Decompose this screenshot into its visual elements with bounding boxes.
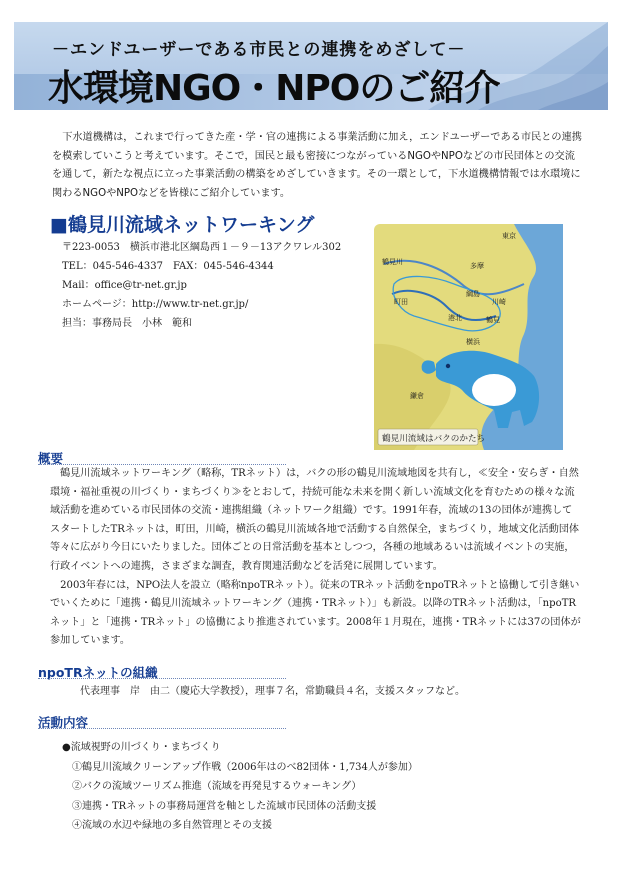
contact-person: 担当：事務局長 小林 範和	[62, 318, 192, 329]
label-kohoku: 港北	[448, 314, 462, 322]
overview-paragraph-2: 2003年春には，NPO法人を設立（略称npoTRネット）。従来のTRネット活動をnpoTRネットと協働して引き継いでいくために「連携・鶴見川流域ネットワーキング（連携・TRネット）」も新設。以降のTRネット活動は，「npoTRネット」と「連携・TRネット」の協働により推進されています。2008年１月現在，連携・TRネットには37の団体が参加しています。	[50, 579, 581, 647]
intro-text: 下水道機構は，これまで行ってきた産・学・官の連携による事業活動に加え，エンドユーザーである市民との連携を模索していこうと考えています。そこで，国民と最も密接につながっているNGOやNPOなどの市民団体との交流を通して，新たな視点に立った事業活動の構築をめざしていきます。その一環として，下水道機構情報では水環境に関わるNGOやNPOなどを皆様にご紹介しています。	[52, 132, 582, 199]
label-yokohama: 横浜	[466, 338, 480, 346]
label-tsurumi: 鶴見	[486, 316, 500, 324]
activity-item: ②バクの流域ツーリズム推進（流域を再発見するウォーキング）	[72, 781, 362, 792]
activities-heading: 活動内容	[38, 715, 89, 730]
npo-rule	[38, 678, 286, 679]
organization-name: ■鶴見川流域ネットワーキング	[50, 214, 315, 236]
contact-details	[62, 238, 362, 333]
email[interactable]: Mail：office@tr-net.gr.jp	[62, 280, 187, 291]
overview-body	[50, 465, 582, 651]
overview-heading: 概要	[38, 451, 64, 466]
activities-list	[62, 738, 418, 836]
activity-group-title: ●流域視野の川づくり・まちづくり	[62, 742, 221, 753]
watershed-map	[374, 224, 563, 450]
label-tsunashima: 綱島	[466, 290, 480, 298]
activities-rule	[38, 728, 286, 729]
npo-organization-text: 代表理事 岸 由二（慶応大学教授），理事７名，常勤職員４名，支援スタッフなど。	[80, 686, 465, 697]
header-banner	[14, 22, 608, 110]
label-tokyo: 東京	[502, 232, 516, 240]
label-machida: 町田	[394, 298, 408, 306]
page-title: 水環境NGO・NPOのご紹介	[48, 68, 500, 109]
label-tama: 多摩	[470, 262, 484, 270]
label-kamakura: 鎌倉	[410, 392, 424, 400]
map-caption: 鶴見川流域はバクのかたち	[382, 434, 486, 444]
activity-item: ①鶴見川流域クリーンアップ作戦（2006年はのべ82団体・1,734人が参加）	[72, 761, 418, 773]
address: 〒223-0053 横浜市港北区綱島西１－９－13アクワレル302	[62, 242, 342, 253]
label-kawasaki: 川崎	[492, 298, 506, 306]
overview-paragraph-1: 鶴見川流域ネットワーキング（略称，TRネット）は，バクの形の鶴見川流域地図を共有し，≪安全・安らぎ・自然環境・福祉重視の川づくり・まちづくり≫をとおして，持続可能な未来を開く新しい流域文化を育むための様々な流域活動を進めている市民団体の交流・連携組織（ネットワーク組織）です。1991年春，流域の13の団体が連携してスタートしたTRネットは，町田，川崎，横浜の鶴見川流域各地で活動する自然保全，まちづくり，地域文化活動団体等々に広がり今日にいたりました。団体ごとの日常活動を基本としつつ，各種の地域あるいは流域イベントの実施，行政イベントへの連携，さまざまな調査，教育関連活動などを活発に展開しています。	[50, 468, 580, 572]
label-tsurumi-river: 鶴見川	[382, 258, 403, 266]
npo-heading: npoTRネットの組織	[38, 665, 158, 680]
activity-item: ③連携・TRネットの事務局運営を軸とした流域市民団体の活動支援	[72, 800, 377, 812]
activity-item: ④流域の水辺や緑地の多自然管理とその支援	[72, 820, 272, 831]
intro-block	[52, 129, 582, 203]
homepage-link[interactable]: ホームページ：http://www.tr-net.gr.jp/	[62, 299, 249, 310]
tel-fax: TEL：045-546-4337 FAX：045-546-4344	[62, 261, 274, 272]
header-subtitle: －エンドユーザーである市民との連携をめざして－	[52, 40, 466, 60]
